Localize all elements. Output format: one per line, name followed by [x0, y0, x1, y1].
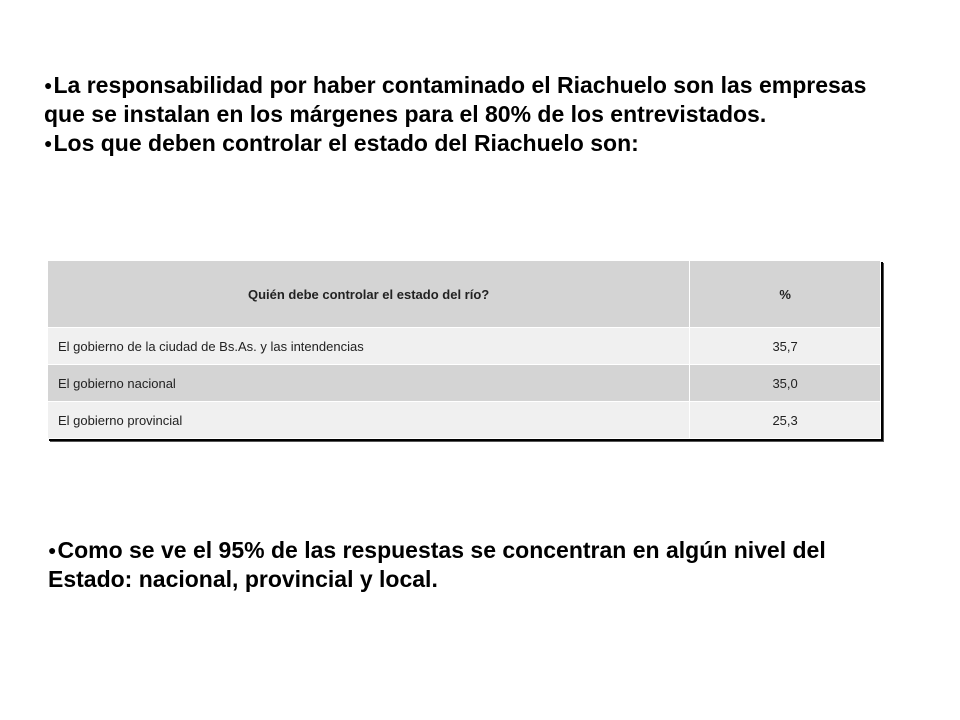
bullet-dot-icon: ● [44, 135, 53, 151]
table-cell-option: El gobierno de la ciudad de Bs.As. y las intendencias [48, 328, 690, 365]
table-cell-percent: 35,0 [690, 365, 881, 402]
survey-table [47, 260, 881, 439]
bullet-item [44, 129, 904, 158]
table-cell-percent: 35,7 [690, 328, 881, 365]
table-cell-percent: 25,3 [690, 402, 881, 439]
bullet-item [48, 536, 908, 594]
column-header-percent: % [690, 261, 881, 328]
bullet-text: La responsabilidad por haber contaminado el Riachuelo son las empresas que se instalan en los márgenes para el 80% de los entrevistados. [44, 72, 867, 127]
column-header-question: Quién debe controlar el estado del río? [48, 261, 690, 328]
table-header-row [48, 261, 881, 328]
table-row [48, 365, 881, 402]
bullet-text: Los que deben controlar el estado del Riachuelo son: [53, 130, 639, 156]
conclusion-bullets [48, 536, 908, 594]
table-cell-option: El gobierno provincial [48, 402, 690, 439]
bullet-dot-icon: ● [48, 542, 57, 558]
bullet-text: Como se ve el 95% de las respuestas se concentran en algún nivel del Estado: nacional, provincial y local. [48, 537, 826, 592]
table-row [48, 328, 881, 365]
bullet-dot-icon: ● [44, 77, 53, 93]
table-cell-option: El gobierno nacional [48, 365, 690, 402]
intro-bullets [44, 71, 904, 158]
table-row [48, 402, 881, 439]
survey-table-container [47, 260, 881, 439]
bullet-item [44, 71, 904, 129]
